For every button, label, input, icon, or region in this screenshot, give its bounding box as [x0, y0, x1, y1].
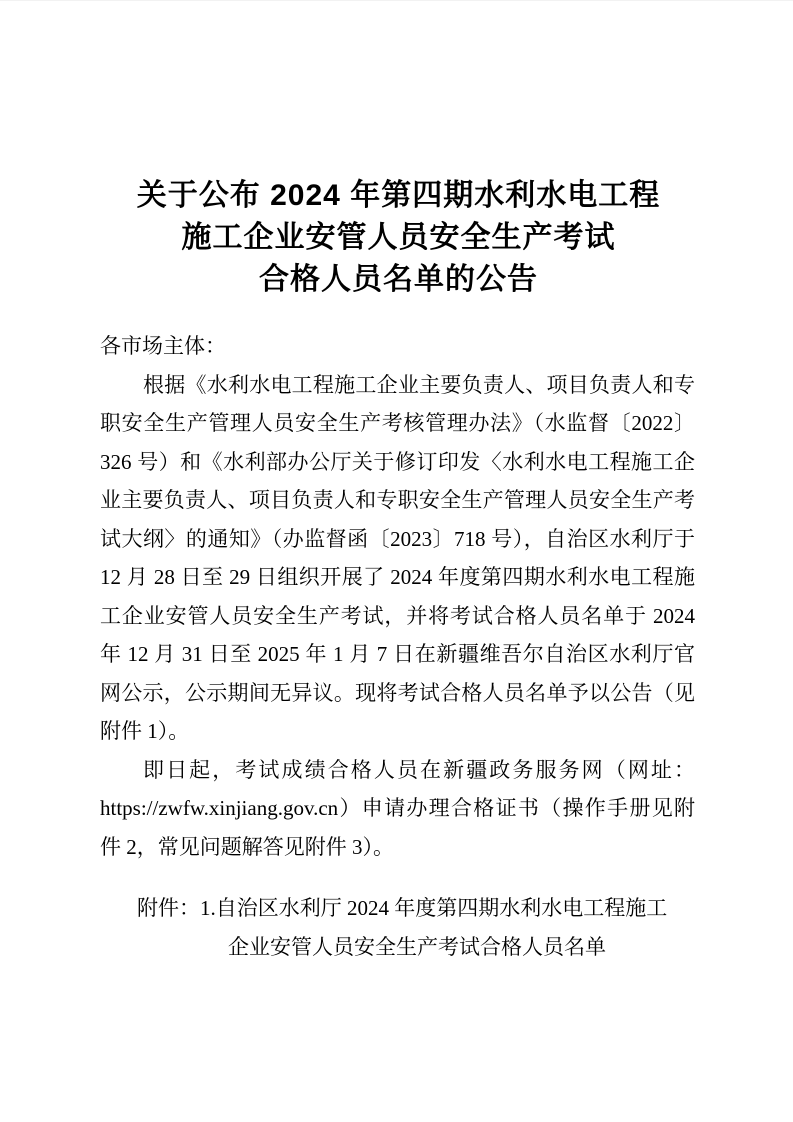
body-line: 试大纲〉的通知》（办监督函〔2023〕718 号），自治区水利厅于	[100, 526, 695, 551]
body-line-url: https://zwfw.xinjiang.gov.cn）申请办理合格证书（操作手册见附	[100, 796, 695, 820]
body-line: 即日起，考试成绩合格人员在新疆政务服务网（网址：	[143, 757, 695, 782]
body-line: 职安全生产管理人员安全生产考核管理办法》（水监督〔2022〕	[100, 411, 695, 435]
attachment-list	[100, 889, 695, 967]
body-line: 12 月 28 日至 29 日组织开展了 2024 年度第四期水利水电工程施	[100, 565, 695, 589]
body-line: 根据《水利水电工程施工企业主要负责人、项目负责人和专	[143, 372, 695, 397]
announcement-body	[100, 327, 695, 866]
attachment-line-2: 企业安管人员安全生产考试合格人员名单	[228, 935, 606, 959]
body-line: 工企业安管人员安全生产考试，并将考试合格人员名单于 2024	[100, 603, 695, 628]
body-line: 件 2，常见问题解答见附件 3）。	[100, 834, 394, 859]
body-line: 年 12 月 31 日至 2025 年 1 月 7 日在新疆维吾尔自治区水利厅官	[100, 642, 695, 666]
body-line: 326 号）和《水利部办公厅关于修订印发〈水利水电工程施工企	[100, 449, 695, 474]
body-line: 附件 1）。	[100, 719, 190, 743]
body-line: 网公示，公示期间无异议。现将考试合格人员名单予以公告（见	[100, 680, 695, 705]
title-line-1: 关于公布 2024 年第四期水利水电工程	[136, 179, 661, 212]
announcement-title	[101, 175, 696, 301]
title-line-2: 施工企业安管人员安全生产考试	[181, 221, 616, 254]
salutation: 各市场主体：	[100, 334, 226, 358]
body-line: 业主要负责人、项目负责人和专职安全生产管理人员安全生产考	[100, 488, 695, 512]
title-line-3: 合格人员名单的公告	[259, 263, 538, 296]
attachment-line-1: 附件：1.自治区水利厅 2024 年度第四期水利水电工程施工	[137, 896, 668, 920]
